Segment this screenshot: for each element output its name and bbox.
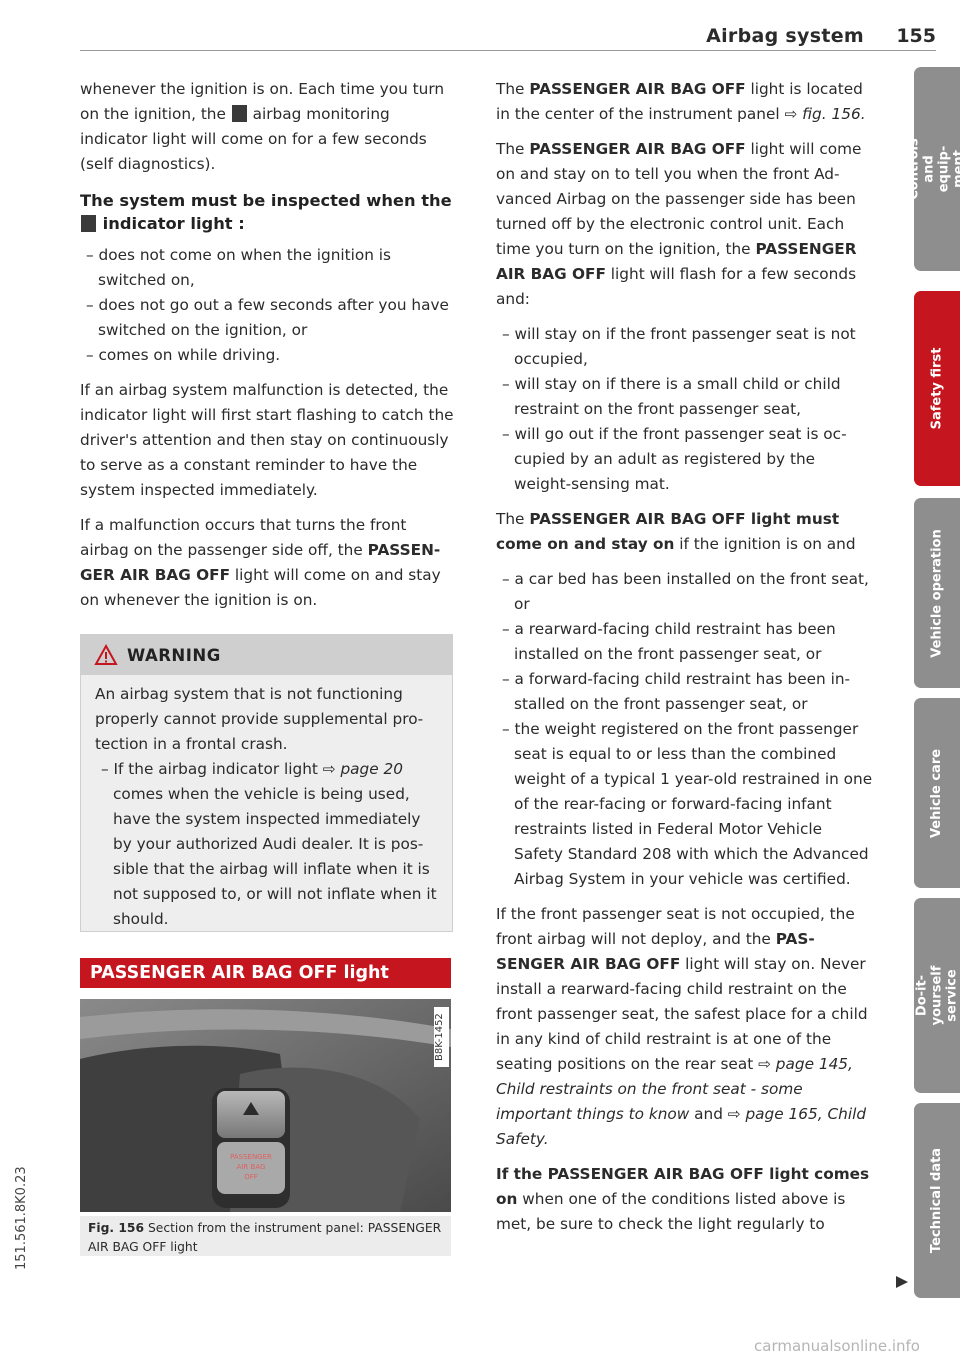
left-column <box>80 77 455 623</box>
side-tab-vehicle-operation[interactable]: Vehicle operation <box>914 498 960 688</box>
intro-paragraph: whenever the ignition is on. Each time you turn on the ignition, the airbag monitoring indicator light will come on for a few seconds (self diagnostics). <box>80 80 445 173</box>
list-item: – the weight registered on the front passenger seat is equal to or less than the combined weight of a typical 1 year-old restrained in one of the rear-facing or forward-facing infant restraints listed in Federal Motor Vehicle Safety Standard 208 with which the Advanced Airbag System in your vehicle was certified. <box>496 717 874 892</box>
list-item: – will stay on if there is a small child or child restraint on the front passenger seat, <box>496 372 874 422</box>
side-tab-diy-service[interactable]: Do-it-yourself service <box>914 898 960 1093</box>
behavior-list <box>496 322 874 497</box>
list-item: – a forward-facing child restraint has been installed on the front passenger seat, or <box>496 667 874 717</box>
list-item: – a rearward-facing child restraint has been installed on the front passenger seat, or <box>496 617 874 667</box>
inspection-list <box>80 243 455 368</box>
figure-code: B8K-1452 <box>434 1013 445 1061</box>
list-item: – will stay on if the front passenger seat is not occupied, <box>496 322 874 372</box>
page-header-title: Airbag system <box>706 25 864 47</box>
not-occupied-paragraph: If the front passenger seat is not occupied, the front airbag will not deploy, and the PASSENGER AIR BAG OFF light will stay on. Never install a rearward-facing child restraint on the front passenger seat, the safest place for a child in any kind of child restraint is at one of the seating positions on the rear seat ⇨ page 145, Child restraints on the front seat - some important things to know and ⇨ page 165, Child Safety. <box>496 905 868 1148</box>
behavior-paragraph: The PASSENGER AIR BAG OFF light will come on and stay on to tell you when the front Advanced Airbag on the passenger side has been turned off by the electronic control unit. Each time you turn on the ignition, the PASSENGER AIR BAG OFF light will flash for a few seconds and: <box>496 140 862 308</box>
malfunction-paragraph: If an airbag system malfunction is detected, the indicator light will first start flashing to catch the driver's attention and then stay on continuously to serve as a constant reminder to have the system inspected immediately. <box>80 381 454 499</box>
passenger-off-paragraph: If a malfunction occurs that turns the front airbag on the passenger side off, the PASSENGER AIR BAG OFF light will come on and stay on whenever the ignition is on. <box>80 516 441 609</box>
list-item: – a car bed has been installed on the front seat, or <box>496 567 874 617</box>
page-link[interactable]: ⇨ page 165, Child Safety. <box>496 1105 867 1148</box>
section-heading: PASSENGER AIR BAG OFF light <box>80 958 451 988</box>
must-come-on-paragraph: The PASSENGER AIR BAG OFF light must come on and stay on if the ignition is on and <box>496 510 856 553</box>
header-rule <box>80 50 936 51</box>
side-tab-safety[interactable]: Safety first <box>914 291 960 486</box>
side-tab-technical-data[interactable]: Technical data <box>914 1103 960 1298</box>
warning-body <box>81 675 452 932</box>
warning-header <box>81 635 452 675</box>
inspection-heading: The system must be inspected when the indicator light : <box>80 191 452 233</box>
right-column <box>496 77 874 1247</box>
figure-link[interactable]: ⇨ fig. 156. <box>784 105 866 123</box>
check-light-paragraph: If the PASSENGER AIR BAG OFF light comes on when one of the conditions listed above is met, be sure to check the light regularly to <box>496 1165 870 1233</box>
airbag-indicator-icon <box>232 105 247 122</box>
warning-intro: An airbag system that is not functioning properly cannot provide supplemental protection in a frontal crash. <box>95 685 424 753</box>
page-number: 155 <box>896 25 936 47</box>
svg-text:OFF: OFF <box>244 1173 258 1181</box>
warning-box <box>80 634 453 932</box>
page-link[interactable]: ⇨ page 20 <box>322 760 403 778</box>
page-link[interactable]: ⇨ page 145, Child restraints on the front seat - some important things to know <box>496 1055 853 1123</box>
warning-triangle-icon <box>95 645 117 665</box>
instrument-panel-illustration <box>80 999 451 1212</box>
list-item: – does not go out a few seconds after you have switched on the ignition, or <box>80 293 455 343</box>
figure-caption: Fig. 156 Section from the instrument panel: PASSENGER AIR BAG OFF light <box>80 1216 451 1256</box>
svg-text:AIR BAG: AIR BAG <box>236 1163 266 1171</box>
watermark: carmanualsonline.info <box>754 1337 920 1355</box>
warning-title: WARNING <box>127 645 221 665</box>
document-code: 151.561.8K0.23 <box>14 1166 29 1270</box>
side-tab-controls[interactable]: Controls and equip- ment <box>914 67 960 271</box>
svg-text:PASSENGER: PASSENGER <box>230 1153 272 1161</box>
figure-image <box>80 999 451 1212</box>
list-item: – does not come on when the ignition is switched on, <box>80 243 455 293</box>
location-paragraph: The PASSENGER AIR BAG OFF light is located in the center of the instrument panel ⇨ fig. 156. <box>496 80 866 123</box>
conditions-list <box>496 567 874 892</box>
side-tab-vehicle-care[interactable]: Vehicle care <box>914 698 960 888</box>
list-item: – will go out if the front passenger seat is occupied by an adult as registered by the weight-sensing mat. <box>496 422 874 497</box>
airbag-indicator-icon <box>81 215 96 232</box>
warning-bullet: – If the airbag indicator light ⇨ page 20 comes when the vehicle is being used, have the system inspected immediately by your authorized Audi dealer. It is possible that the airbag will inflate when it is not supposed to, or will not inflate when it should. <box>95 757 438 932</box>
list-item: – comes on while driving. <box>80 343 455 368</box>
continue-arrow-icon <box>896 1276 908 1288</box>
